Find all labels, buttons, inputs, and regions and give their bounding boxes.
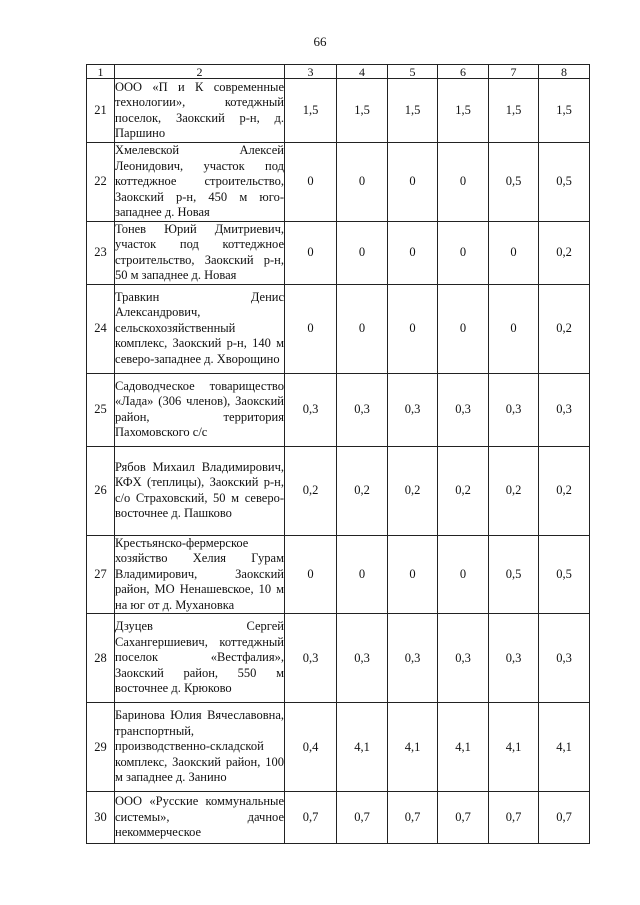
value-cell: 0,3 bbox=[438, 614, 489, 703]
value-cell: 0 bbox=[438, 221, 489, 284]
object-description: Хмелевской Алексей Леонидович, участок под коттеджное строительство, Заокский р-н, 450 м юго-западнее д. Новая bbox=[115, 143, 284, 219]
object-description: Садоводческое товарищество «Лада» (306 членов), Заокский район, территория Пахомовского с/с bbox=[115, 373, 285, 446]
object-description: Рябов Михаил Владимирович, КФХ (теплицы), Заокский р-н, с/о Страховский, 50 м северо-восточнее д. Пашково bbox=[115, 446, 285, 535]
value-cell: 0,2 bbox=[489, 446, 539, 535]
value-cell: 0,7 bbox=[489, 792, 539, 844]
value-cell: 0,7 bbox=[438, 792, 489, 844]
value-cell: 0,5 bbox=[539, 535, 590, 614]
page-number: 66 bbox=[313, 34, 327, 49]
table-body bbox=[87, 65, 590, 844]
value-cell: 1,5 bbox=[438, 79, 489, 143]
value-cell: 0,4 bbox=[285, 703, 337, 792]
value-cell: 0,3 bbox=[285, 373, 337, 446]
value-cell: 0,2 bbox=[388, 446, 438, 535]
object-description: Баринова Юлия Вячеславовна, транспортный, производственно-складской комплекс, Заокский район, 100 м западнее д. Занино bbox=[115, 703, 285, 792]
object-description: Тонев Юрий Дмитриевич, участок под коттеджное строительство, Заокский р-н, 50 м западнее д. Новая bbox=[115, 221, 284, 282]
value-cell: 0,3 bbox=[388, 614, 438, 703]
value-cell: 0,3 bbox=[337, 614, 388, 703]
value-cell: 0 bbox=[337, 143, 388, 222]
value-cell: 1,5 bbox=[285, 79, 337, 143]
value-cell: 0,3 bbox=[337, 373, 388, 446]
value-cell: 0 bbox=[438, 143, 489, 222]
object-description: Крестьянско-фермерское хозяйство Хелия Гурам Владимирович, Заокский район, МО Ненашевское, 10 м на юг от д. Мухановка bbox=[115, 535, 284, 612]
column-header: 8 bbox=[539, 65, 590, 79]
table-row bbox=[87, 703, 590, 792]
object-description: ООО «П и К современные технологии», котеджный поселок, Заокский р-н, д. Паршино bbox=[115, 79, 285, 143]
value-cell: 0 bbox=[337, 221, 388, 284]
value-cell: 0,3 bbox=[489, 614, 539, 703]
table-row bbox=[87, 143, 590, 222]
object-description: Дзуцев Сергей Сахангершиевич, коттеджный поселок «Вестфалия», Заокский район, 550 м восточнее д. Крюково bbox=[115, 614, 285, 703]
value-cell: 4,1 bbox=[388, 703, 438, 792]
value-cell: 0,3 bbox=[539, 373, 590, 446]
column-header: 3 bbox=[285, 65, 337, 79]
row-number: 30 bbox=[87, 792, 115, 844]
table-row bbox=[87, 792, 590, 844]
value-cell: 1,5 bbox=[489, 79, 539, 143]
value-cell: 0,2 bbox=[438, 446, 489, 535]
value-cell: 1,5 bbox=[539, 79, 590, 143]
value-cell: 4,1 bbox=[539, 703, 590, 792]
value-cell: 0 bbox=[388, 535, 438, 614]
value-cell: 0 bbox=[285, 143, 337, 222]
value-cell: 0,5 bbox=[489, 143, 539, 222]
value-cell: 0 bbox=[489, 284, 539, 373]
column-header: 1 bbox=[87, 65, 115, 79]
value-cell: 0,2 bbox=[539, 446, 590, 535]
value-cell: 0 bbox=[285, 221, 337, 284]
row-number: 25 bbox=[87, 373, 115, 446]
value-cell: 0,2 bbox=[285, 446, 337, 535]
table-row bbox=[87, 535, 590, 614]
value-cell: 4,1 bbox=[438, 703, 489, 792]
row-number: 27 bbox=[87, 535, 115, 614]
value-cell: 0,7 bbox=[337, 792, 388, 844]
row-number: 28 bbox=[87, 614, 115, 703]
row-number: 26 bbox=[87, 446, 115, 535]
value-cell: 0,3 bbox=[388, 373, 438, 446]
value-cell: 0,2 bbox=[539, 284, 590, 373]
column-header: 2 bbox=[115, 65, 285, 79]
table-row bbox=[87, 446, 590, 535]
table-row bbox=[87, 79, 590, 143]
value-cell: 0,2 bbox=[337, 446, 388, 535]
object-description: ООО «Русские коммунальные системы», дачное некоммерческое bbox=[115, 792, 285, 844]
value-cell: 0 bbox=[438, 535, 489, 614]
table-row bbox=[87, 284, 590, 373]
table-row bbox=[87, 221, 590, 284]
value-cell: 4,1 bbox=[489, 703, 539, 792]
value-cell: 0,2 bbox=[539, 221, 590, 284]
value-cell: 0 bbox=[337, 284, 388, 373]
object-description: Травкин Денис Александрович, сельскохозяйственный комплекс, Заокский р-н, 140 м северо-западнее д. Хворощино bbox=[115, 284, 285, 373]
value-cell: 0,5 bbox=[539, 143, 590, 222]
row-number: 22 bbox=[87, 143, 115, 222]
column-header: 5 bbox=[388, 65, 438, 79]
value-cell: 0 bbox=[438, 284, 489, 373]
row-number: 24 bbox=[87, 284, 115, 373]
row-number: 29 bbox=[87, 703, 115, 792]
data-table bbox=[86, 64, 590, 844]
value-cell: 0 bbox=[388, 284, 438, 373]
table-row bbox=[87, 373, 590, 446]
column-header: 4 bbox=[337, 65, 388, 79]
value-cell: 0 bbox=[285, 284, 337, 373]
value-cell: 0 bbox=[388, 143, 438, 222]
value-cell: 1,5 bbox=[388, 79, 438, 143]
row-number: 23 bbox=[87, 221, 115, 284]
value-cell: 4,1 bbox=[337, 703, 388, 792]
value-cell: 0,3 bbox=[438, 373, 489, 446]
value-cell: 0,7 bbox=[285, 792, 337, 844]
column-header: 6 bbox=[438, 65, 489, 79]
value-cell: 0 bbox=[285, 535, 337, 614]
value-cell: 0,5 bbox=[489, 535, 539, 614]
value-cell: 1,5 bbox=[337, 79, 388, 143]
table-row bbox=[87, 614, 590, 703]
value-cell: 0,3 bbox=[489, 373, 539, 446]
value-cell: 0 bbox=[388, 221, 438, 284]
value-cell: 0 bbox=[337, 535, 388, 614]
value-cell: 0,7 bbox=[388, 792, 438, 844]
value-cell: 0,7 bbox=[539, 792, 590, 844]
column-header: 7 bbox=[489, 65, 539, 79]
row-number: 21 bbox=[87, 79, 115, 143]
value-cell: 0,3 bbox=[539, 614, 590, 703]
header-row bbox=[87, 65, 590, 79]
value-cell: 0 bbox=[489, 221, 539, 284]
value-cell: 0,3 bbox=[285, 614, 337, 703]
